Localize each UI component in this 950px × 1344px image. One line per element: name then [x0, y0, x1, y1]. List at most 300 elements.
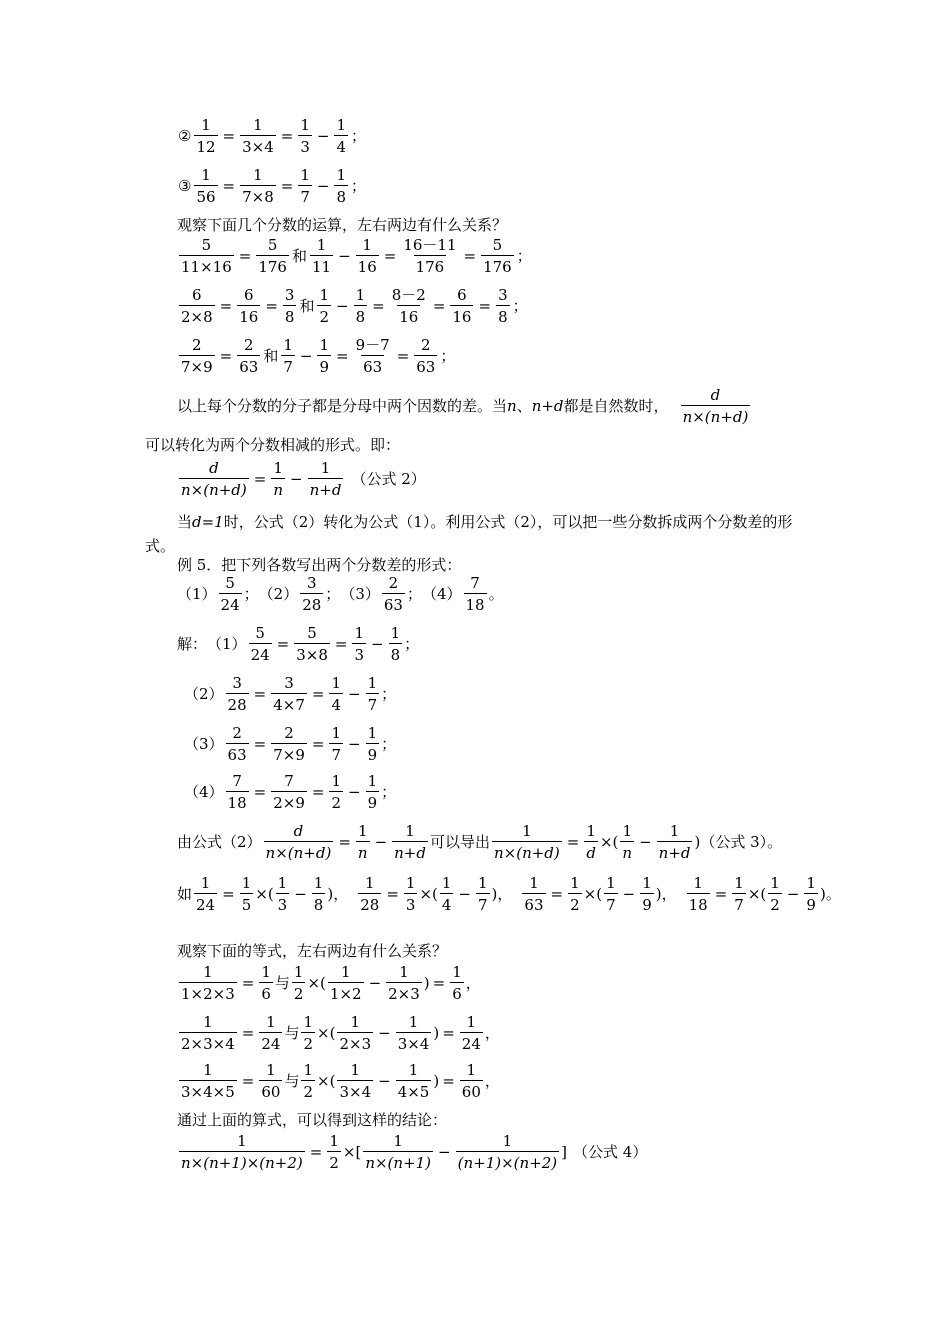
- fraction: [768, 875, 782, 913]
- math-text: d: [293, 822, 304, 840]
- fraction: [271, 675, 307, 713]
- math-text: ×: [747, 884, 761, 903]
- fraction: [179, 1014, 237, 1052]
- math-text: 18: [226, 791, 249, 811]
- math-text: 1: [336, 116, 347, 134]
- math-text: 1: [266, 1013, 276, 1031]
- math-text: 1: [570, 874, 580, 892]
- math-text: 63: [361, 355, 384, 375]
- math-text: 1: [734, 874, 744, 892]
- math-text: 9－7: [355, 336, 390, 354]
- math-text: =: [265, 296, 278, 315]
- math-text: ): [694, 832, 701, 851]
- fraction: [334, 167, 348, 205]
- math-text: d: [584, 841, 598, 861]
- math-text: =: [222, 126, 236, 145]
- math-text: 1×2×3: [179, 982, 237, 1002]
- fraction: [179, 1062, 237, 1100]
- math-text: −: [348, 684, 361, 703]
- math-text: =: [222, 176, 236, 195]
- math-text: 9: [317, 355, 331, 375]
- math-text: 2: [768, 893, 782, 913]
- fraction: [356, 237, 379, 275]
- math-text: 1: [283, 336, 293, 354]
- math-text: 1: [408, 1061, 419, 1079]
- math-text: =: [280, 176, 294, 195]
- math-text: ；: [404, 634, 420, 653]
- math-text: 2: [232, 724, 242, 742]
- math-text: ②: [178, 126, 192, 145]
- fraction: [640, 875, 654, 913]
- math-text: 7: [470, 574, 480, 592]
- math-text: ；: [381, 684, 397, 703]
- fraction: [271, 773, 307, 811]
- math-text: 当: [177, 513, 193, 531]
- math-text: 28: [358, 893, 381, 913]
- fraction: [450, 287, 473, 325]
- math-text: （4）: [421, 584, 462, 603]
- math-text: 5: [267, 236, 278, 254]
- math-text: n+d: [657, 841, 693, 861]
- math-text: 9: [640, 893, 654, 913]
- math-text: 1: [293, 963, 304, 981]
- math-text: 1: [201, 166, 211, 184]
- math-text: n×(n+d): [179, 478, 249, 498]
- math-text: 6: [457, 286, 467, 304]
- math-text: =: [241, 973, 255, 992]
- math-text: 28: [300, 593, 323, 613]
- math-text: 和: [263, 346, 279, 365]
- math-text: ×: [583, 884, 597, 903]
- math-text: 24: [249, 643, 272, 663]
- math-text: 5: [240, 893, 254, 913]
- math-text: 1: [340, 963, 351, 981]
- math-text: ×: [419, 884, 433, 903]
- fraction: [312, 875, 326, 913]
- math-text: 1: [770, 874, 780, 892]
- math-text: 1: [466, 1061, 477, 1079]
- math-text: n×(n+1)×(n+2): [179, 1151, 305, 1171]
- fraction: [358, 875, 381, 913]
- math-text: 60: [259, 1080, 282, 1100]
- math-text: =: [241, 1071, 255, 1090]
- math-text: 1: [522, 822, 532, 840]
- math-text: 1: [354, 624, 365, 642]
- math-text: 1: [277, 874, 288, 892]
- fraction: [354, 287, 368, 325]
- math-text: 2×3: [337, 1032, 373, 1052]
- math-text: 24: [219, 593, 242, 613]
- math-text: 1: [642, 874, 652, 892]
- math-text: 3×8: [294, 643, 330, 663]
- math-text: 8: [496, 305, 510, 325]
- fraction: [396, 1062, 432, 1100]
- math-text: 1×2: [328, 982, 364, 1002]
- math-text: 1: [201, 116, 211, 134]
- math-text: 1: [319, 336, 330, 354]
- math-text: 8: [354, 305, 368, 325]
- fraction: [259, 1014, 282, 1052]
- math-text: 1: [693, 874, 703, 892]
- math-text: n×(n+d): [681, 405, 751, 425]
- math-text: 1: [316, 236, 327, 254]
- math-text: 4: [334, 135, 348, 155]
- math-text: =: [386, 884, 399, 903]
- fraction: [337, 1062, 373, 1100]
- fraction: [194, 167, 217, 205]
- math-text: −: [338, 246, 351, 265]
- math-text: 解：: [177, 634, 208, 653]
- math-text: 16: [397, 305, 420, 325]
- math-text: 1: [303, 1013, 314, 1031]
- fraction: [334, 117, 348, 155]
- math-text: 2: [388, 574, 399, 592]
- fraction: [271, 460, 285, 498]
- formula-4: [177, 1133, 648, 1171]
- solution-3: [184, 725, 396, 763]
- fraction: [604, 875, 618, 913]
- solution-4: [184, 773, 396, 811]
- math-text: 7×9: [179, 355, 215, 375]
- fraction: [226, 773, 249, 811]
- math-text: 1: [313, 874, 324, 892]
- fraction: [450, 964, 464, 1002]
- fraction: [687, 875, 710, 913]
- math-text: ；: [516, 246, 532, 265]
- math-text: 2: [421, 336, 431, 354]
- math-text: 176: [481, 255, 514, 275]
- math-text: 5: [225, 574, 235, 592]
- fraction: [310, 237, 333, 275]
- fraction: [568, 875, 582, 913]
- math-text: 2: [301, 1032, 315, 1052]
- equation-row-1: [177, 237, 533, 275]
- math-text: 28: [226, 693, 249, 713]
- math-text: ；: [243, 584, 259, 603]
- math-text: n×(n+1): [363, 1151, 433, 1171]
- math-text: 4×7: [271, 693, 307, 713]
- math-text: 1: [529, 874, 539, 892]
- math-text: −: [622, 884, 636, 903]
- fraction: [237, 287, 260, 325]
- math-text: 2: [568, 893, 582, 913]
- conclusion-text: 通过上面的算式，可以得到这样的结论：: [177, 1111, 448, 1129]
- fraction: [456, 1133, 560, 1171]
- fraction: [300, 575, 323, 613]
- math-text: 由公式（2）: [177, 832, 262, 851]
- math-text: 3: [284, 674, 294, 692]
- fraction: [226, 675, 249, 713]
- math-text: （公式 2）: [351, 469, 426, 488]
- math-text: ；: [325, 584, 341, 603]
- math-text: ): [433, 1071, 440, 1090]
- math-text: 1: [303, 1061, 314, 1079]
- math-text: =: [219, 346, 233, 365]
- math-text: =: [311, 684, 325, 703]
- math-text: 2×3×4: [179, 1032, 237, 1052]
- math-text: n: [507, 396, 517, 415]
- math-text: 7: [476, 893, 490, 913]
- math-text: 5: [255, 624, 265, 642]
- math-text: =: [478, 296, 492, 315]
- fraction: [328, 964, 364, 1002]
- math-text: ，: [497, 884, 513, 903]
- fraction: [281, 337, 295, 375]
- math-text: 4: [440, 893, 454, 913]
- fraction: [226, 725, 249, 763]
- fraction: [354, 337, 392, 375]
- math-text: 7: [298, 185, 312, 205]
- math-text: 可以导出: [429, 832, 490, 851]
- solution-1: [177, 625, 419, 663]
- math-text: =: [442, 1023, 455, 1042]
- fraction: [440, 875, 454, 913]
- math-text: 1: [329, 1132, 339, 1150]
- math-text: 7: [604, 893, 618, 913]
- math-text: 3: [298, 135, 312, 155]
- math-text: ×: [255, 884, 268, 903]
- math-text: 1: [367, 674, 378, 692]
- math-text: 63: [226, 743, 249, 763]
- math-text: （2）: [258, 584, 299, 603]
- math-text: （2）: [184, 684, 224, 703]
- fraction: [366, 675, 380, 713]
- math-text: ×: [599, 832, 613, 851]
- math-text: 1: [408, 1013, 419, 1031]
- fraction: [292, 964, 306, 1002]
- math-text: 8: [334, 185, 348, 205]
- math-text: 。: [825, 884, 841, 903]
- math-text: ；: [381, 782, 397, 801]
- math-text: 4: [329, 693, 343, 713]
- math-text: 时，公式（2）转化为公式（1）。利用公式（2），可以把一些分数拆成两个分数差的形式。: [145, 513, 793, 555]
- math-text: 3: [276, 893, 290, 913]
- math-text: 16: [450, 305, 473, 325]
- math-text: 1: [806, 874, 816, 892]
- math-text: =: [463, 246, 477, 265]
- math-text: 1: [237, 1132, 247, 1150]
- fraction: [264, 823, 334, 861]
- math-text: 与: [284, 1023, 300, 1042]
- math-text: 2: [327, 1151, 341, 1171]
- fraction: [657, 823, 693, 861]
- math-text: ，: [484, 1071, 500, 1090]
- math-text: 3: [284, 286, 295, 304]
- math-text: ③: [178, 176, 192, 195]
- solution-2: [184, 675, 396, 713]
- math-text: 8－2: [391, 286, 426, 304]
- fraction: [194, 875, 217, 913]
- formula-2: [177, 460, 427, 498]
- fraction: [179, 964, 237, 1002]
- fraction: [496, 287, 510, 325]
- math-text: 1: [203, 963, 213, 981]
- math-text: ): [433, 1023, 440, 1042]
- math-text: 5: [307, 624, 317, 642]
- math-text: 4×5: [396, 1080, 432, 1100]
- math-text: 63: [382, 593, 405, 613]
- math-text: d=1: [192, 513, 224, 531]
- math-text: 1: [203, 1061, 213, 1079]
- equation-line-2: [177, 117, 367, 155]
- math-text: 1: [362, 236, 372, 254]
- math-text: 1: [300, 116, 310, 134]
- math-text: 1: [669, 822, 680, 840]
- fraction: [681, 387, 751, 425]
- math-text: ；: [351, 176, 367, 195]
- math-text: 24: [259, 1032, 282, 1052]
- math-text: =: [222, 884, 235, 903]
- math-text: ×: [342, 1142, 356, 1161]
- math-text: 1: [441, 874, 452, 892]
- math-text: 3: [232, 674, 242, 692]
- math-text: 1: [350, 1013, 361, 1031]
- math-text: =: [253, 684, 267, 703]
- fraction: [620, 823, 634, 861]
- math-text: （公式 4）: [573, 1142, 648, 1161]
- math-text: 1: [357, 822, 368, 840]
- paragraph-2: [145, 510, 810, 558]
- fraction: [404, 875, 418, 913]
- math-text: 9: [366, 791, 380, 811]
- math-text: （4）: [184, 782, 224, 801]
- math-text: (: [267, 884, 274, 903]
- fraction: [301, 1014, 315, 1052]
- fraction: [732, 875, 746, 913]
- math-text: 与: [274, 973, 290, 992]
- math-text: 7: [732, 893, 746, 913]
- math-text: ): [491, 884, 498, 903]
- fraction: [352, 625, 366, 663]
- fraction: [584, 823, 598, 861]
- math-text: n: [271, 478, 285, 498]
- fraction: [366, 725, 380, 763]
- math-text: 2×8: [179, 305, 215, 325]
- fraction: [283, 287, 297, 325]
- math-text: −: [316, 176, 330, 195]
- math-text: 16－11: [403, 236, 457, 254]
- math-text: 1: [336, 166, 347, 184]
- math-text: 和: [291, 246, 307, 265]
- math-text: 63: [237, 355, 260, 375]
- math-text: ，: [333, 884, 349, 903]
- math-text: −: [348, 734, 361, 753]
- math-text: 1: [203, 1013, 213, 1031]
- fraction: [460, 1014, 483, 1052]
- math-text: d: [710, 386, 721, 404]
- math-text: 1: [367, 724, 378, 742]
- math-text: =: [311, 782, 325, 801]
- math-text: 都是自然数时，: [563, 396, 669, 415]
- math-text: 176: [256, 255, 289, 275]
- math-text: 18: [687, 893, 710, 913]
- fraction: [179, 287, 215, 325]
- math-text: 60: [460, 1080, 483, 1100]
- math-text: 3: [498, 286, 508, 304]
- math-text: =: [311, 734, 325, 753]
- math-text: 9: [366, 743, 380, 763]
- math-text: −: [786, 884, 800, 903]
- math-text: 7: [366, 693, 380, 713]
- math-text: ；: [440, 346, 456, 365]
- math-text: 1: [405, 874, 416, 892]
- fraction: [804, 875, 818, 913]
- math-text: =: [219, 296, 233, 315]
- fraction: [492, 823, 562, 861]
- fraction: [298, 117, 312, 155]
- fraction: [476, 875, 490, 913]
- math-text: −: [299, 346, 313, 365]
- math-text: =: [253, 782, 267, 801]
- math-text: −: [348, 782, 361, 801]
- math-text: 1: [405, 822, 415, 840]
- math-text: n+d: [308, 478, 344, 498]
- math-text: 7×9: [271, 743, 307, 763]
- fraction: [366, 773, 380, 811]
- math-text: 2: [244, 336, 254, 354]
- math-text: ): [423, 973, 430, 992]
- math-text: =: [396, 346, 410, 365]
- fraction: [294, 625, 330, 663]
- math-text: 1: [320, 459, 331, 477]
- math-text: =: [309, 1142, 323, 1161]
- math-text: =: [442, 1071, 455, 1090]
- math-text: −: [378, 1023, 391, 1042]
- math-text: 11: [310, 255, 333, 275]
- math-text: 16: [356, 255, 379, 275]
- math-text: n+d: [392, 841, 428, 861]
- math-text: =: [432, 973, 446, 992]
- paragraph-1-line-1: [177, 387, 752, 425]
- math-text: 8: [312, 893, 326, 913]
- math-text: 3×4: [337, 1080, 373, 1100]
- math-text: =: [253, 734, 267, 753]
- math-text: 7: [232, 772, 242, 790]
- math-text: 1: [622, 822, 632, 840]
- math-text: =: [280, 126, 294, 145]
- math-text: −: [316, 126, 330, 145]
- math-text: ×: [307, 973, 321, 992]
- math-text: 7: [281, 355, 295, 375]
- math-text: (n+1)×(n+2): [456, 1151, 560, 1171]
- math-text: ，: [465, 973, 481, 992]
- math-text: =: [276, 634, 290, 653]
- math-text: 56: [194, 185, 217, 205]
- math-text: 1: [390, 624, 401, 642]
- math-text: 16: [237, 305, 260, 325]
- math-text: 24: [194, 893, 217, 913]
- math-text: 1: [331, 674, 341, 692]
- math-text: =: [566, 832, 580, 851]
- fraction: [363, 1133, 433, 1171]
- fraction: [298, 167, 312, 205]
- math-text: =: [241, 1023, 255, 1042]
- math-text: ): [327, 884, 334, 903]
- math-text: 1: [502, 1132, 513, 1150]
- math-text: ，: [484, 1023, 500, 1042]
- fraction: [256, 237, 289, 275]
- fraction: [240, 875, 254, 913]
- math-text: n: [356, 841, 370, 861]
- math-text: −: [458, 884, 471, 903]
- math-text: =: [334, 634, 348, 653]
- math-text: 5: [492, 236, 503, 254]
- math-text: 2×3: [386, 982, 422, 1002]
- math-text: 63: [522, 893, 545, 913]
- math-text: 1: [241, 874, 252, 892]
- math-text: ]: [561, 1142, 568, 1161]
- math-text: 7: [329, 743, 343, 763]
